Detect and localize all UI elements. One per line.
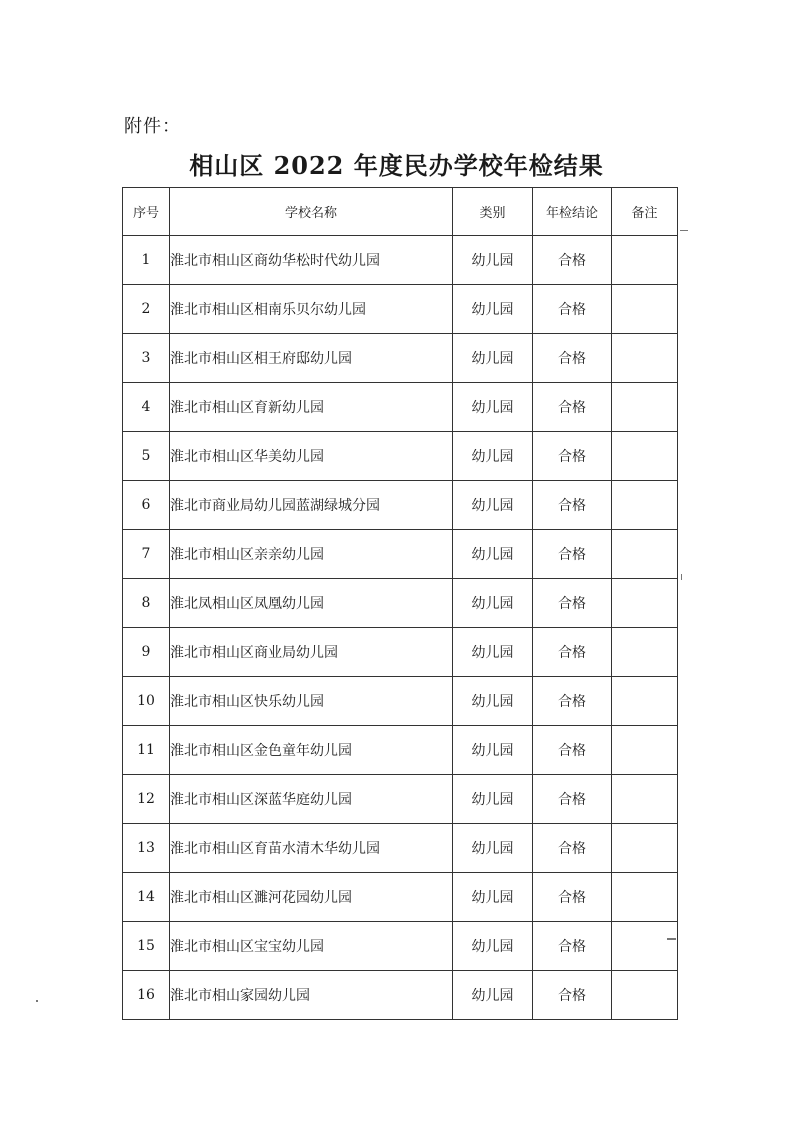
row-note bbox=[612, 824, 678, 873]
attachment-label: 附件： bbox=[124, 116, 181, 137]
row-result: 合格 bbox=[533, 334, 612, 383]
row-result: 合格 bbox=[533, 481, 612, 530]
row-school-name: 淮北市相山区育新幼儿园 bbox=[170, 383, 453, 432]
scan-speck bbox=[667, 938, 676, 940]
row-school-name: 淮北市相山区深蓝华庭幼儿园 bbox=[170, 775, 453, 824]
table-header-row bbox=[123, 188, 678, 236]
row-result: 合格 bbox=[533, 824, 612, 873]
row-no: 4 bbox=[123, 383, 170, 432]
row-category: 幼儿园 bbox=[453, 971, 533, 1020]
table-row bbox=[123, 726, 678, 775]
row-result: 合格 bbox=[533, 971, 612, 1020]
row-category: 幼儿园 bbox=[453, 579, 533, 628]
row-school-name: 淮北市相山区濉河花园幼儿园 bbox=[170, 873, 453, 922]
row-no: 13 bbox=[123, 824, 170, 873]
row-school-name: 淮北市相山区宝宝幼儿园 bbox=[170, 922, 453, 971]
row-no: 9 bbox=[123, 628, 170, 677]
header-name: 学校名称 bbox=[170, 188, 453, 236]
row-category: 幼儿园 bbox=[453, 236, 533, 285]
row-result: 合格 bbox=[533, 628, 612, 677]
document-title: 相山区 2022 年度民办学校年检结果 bbox=[189, 151, 604, 180]
table-row bbox=[123, 971, 678, 1020]
header-no: 序号 bbox=[123, 188, 170, 236]
row-category: 幼儿园 bbox=[453, 922, 533, 971]
row-result: 合格 bbox=[533, 236, 612, 285]
row-no: 10 bbox=[123, 677, 170, 726]
row-school-name: 淮北市相山家园幼儿园 bbox=[170, 971, 453, 1020]
row-category: 幼儿园 bbox=[453, 726, 533, 775]
row-result: 合格 bbox=[533, 726, 612, 775]
row-school-name: 淮北市相山区商业局幼儿园 bbox=[170, 628, 453, 677]
table-row bbox=[123, 334, 678, 383]
row-school-name: 淮北市相山区华美幼儿园 bbox=[170, 432, 453, 481]
row-no: 11 bbox=[123, 726, 170, 775]
row-note bbox=[612, 334, 678, 383]
row-no: 16 bbox=[123, 971, 170, 1020]
row-note bbox=[612, 236, 678, 285]
row-note bbox=[612, 726, 678, 775]
row-note bbox=[612, 481, 678, 530]
row-school-name: 淮北市相山区相南乐贝尔幼儿园 bbox=[170, 285, 453, 334]
row-result: 合格 bbox=[533, 775, 612, 824]
row-category: 幼儿园 bbox=[453, 334, 533, 383]
row-result: 合格 bbox=[533, 432, 612, 481]
row-category: 幼儿园 bbox=[453, 285, 533, 334]
row-category: 幼儿园 bbox=[453, 530, 533, 579]
row-note bbox=[612, 579, 678, 628]
row-no: 8 bbox=[123, 579, 170, 628]
row-school-name: 淮北市相山区相王府邸幼儿园 bbox=[170, 334, 453, 383]
row-category: 幼儿园 bbox=[453, 775, 533, 824]
row-note bbox=[612, 285, 678, 334]
scan-speck bbox=[36, 1000, 38, 1002]
row-result: 合格 bbox=[533, 530, 612, 579]
row-category: 幼儿园 bbox=[453, 677, 533, 726]
scan-speck bbox=[681, 574, 682, 580]
row-result: 合格 bbox=[533, 579, 612, 628]
row-note bbox=[612, 677, 678, 726]
table-row bbox=[123, 285, 678, 334]
table-row bbox=[123, 432, 678, 481]
scan-speck bbox=[680, 230, 688, 231]
table-row bbox=[123, 628, 678, 677]
row-category: 幼儿园 bbox=[453, 432, 533, 481]
header-result: 年检结论 bbox=[533, 188, 612, 236]
table-row bbox=[123, 922, 678, 971]
row-category: 幼儿园 bbox=[453, 824, 533, 873]
row-note bbox=[612, 775, 678, 824]
row-school-name: 淮北市相山区商幼华松时代幼儿园 bbox=[170, 236, 453, 285]
row-category: 幼儿园 bbox=[453, 628, 533, 677]
row-note bbox=[612, 432, 678, 481]
row-no: 5 bbox=[123, 432, 170, 481]
row-category: 幼儿园 bbox=[453, 383, 533, 432]
row-note bbox=[612, 628, 678, 677]
row-category: 幼儿园 bbox=[453, 873, 533, 922]
table-row bbox=[123, 824, 678, 873]
table-row bbox=[123, 775, 678, 824]
row-no: 3 bbox=[123, 334, 170, 383]
row-result: 合格 bbox=[533, 873, 612, 922]
row-no: 7 bbox=[123, 530, 170, 579]
row-result: 合格 bbox=[533, 383, 612, 432]
table-row bbox=[123, 383, 678, 432]
table-row bbox=[123, 677, 678, 726]
row-no: 15 bbox=[123, 922, 170, 971]
row-school-name: 淮北市相山区金色童年幼儿园 bbox=[170, 726, 453, 775]
table-row bbox=[123, 481, 678, 530]
row-no: 2 bbox=[123, 285, 170, 334]
row-note bbox=[612, 971, 678, 1020]
row-result: 合格 bbox=[533, 285, 612, 334]
table-row bbox=[123, 579, 678, 628]
row-school-name: 淮北市商业局幼儿园蓝湖绿城分园 bbox=[170, 481, 453, 530]
table-row bbox=[123, 530, 678, 579]
row-no: 12 bbox=[123, 775, 170, 824]
row-school-name: 淮北市相山区亲亲幼儿园 bbox=[170, 530, 453, 579]
row-note bbox=[612, 873, 678, 922]
row-no: 1 bbox=[123, 236, 170, 285]
row-note bbox=[612, 383, 678, 432]
row-school-name: 淮北凤相山区凤凰幼儿园 bbox=[170, 579, 453, 628]
table-row bbox=[123, 873, 678, 922]
row-result: 合格 bbox=[533, 922, 612, 971]
row-note bbox=[612, 530, 678, 579]
header-note: 备注 bbox=[612, 188, 678, 236]
row-school-name: 淮北市相山区育苗水清木华幼儿园 bbox=[170, 824, 453, 873]
row-no: 14 bbox=[123, 873, 170, 922]
header-category: 类别 bbox=[453, 188, 533, 236]
result-table bbox=[122, 187, 678, 1020]
row-no: 6 bbox=[123, 481, 170, 530]
row-category: 幼儿园 bbox=[453, 481, 533, 530]
row-note bbox=[612, 922, 678, 971]
table-row bbox=[123, 236, 678, 285]
row-result: 合格 bbox=[533, 677, 612, 726]
row-school-name: 淮北市相山区快乐幼儿园 bbox=[170, 677, 453, 726]
